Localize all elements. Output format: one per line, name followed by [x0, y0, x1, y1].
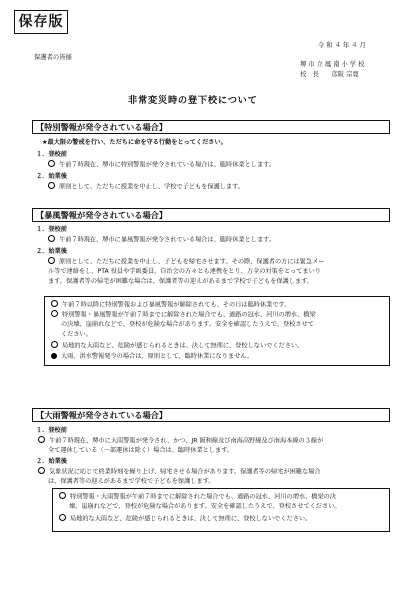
- circle-bullet-icon: [48, 182, 55, 189]
- special-after-label: ２．始業後: [36, 173, 67, 180]
- storm-after-label: ２．始業後: [36, 248, 67, 255]
- circle-bullet-icon: [51, 341, 58, 348]
- rain-after-line: 気象状況に応じて終業時刻を繰り上げ、帰宅させる場合があります。保護者等の帰宅が困難な場合: [38, 467, 321, 477]
- circle-bullet-icon: [51, 300, 58, 307]
- special-note: ★最大限の警戒を行い、ただちに命を守る行動をとってください。: [42, 139, 227, 146]
- circle-bullet-icon: [51, 310, 58, 317]
- rain-before-label: １．登校前: [36, 427, 67, 434]
- circle-bullet-icon: [48, 235, 55, 242]
- circle-bullet-icon: [38, 467, 45, 474]
- special-before-text: 午前７時現在、堺市に特別警報が発令されている場合は、臨時休業とします。: [59, 161, 276, 169]
- special-before-label: １．登校前: [36, 151, 67, 158]
- page-title: 非常変災時の登下校について: [128, 95, 258, 106]
- archive-stamp: 保存版: [14, 10, 68, 34]
- storm-note: 大雨、洪水警報発令の場合は、原則として、臨時休業になりません。: [51, 352, 253, 361]
- rain-after-line: は、保護者等の迎えがあるまで学校で子どもを保護します。: [48, 478, 215, 485]
- circle-bullet-icon: [48, 160, 55, 167]
- storm-after-line: 原則として、ただちに授業を中止し、子どもを帰宅させます。その際、保護者の方には緊急メー: [48, 257, 324, 267]
- storm-before-text: 午前７時現在、堺市に暴風警報が発令されている場合は、臨時休業とします。: [59, 236, 276, 244]
- circle-bullet-icon: [59, 514, 66, 521]
- special-after-item: [48, 182, 244, 192]
- principal-name: 校 長 彦阪 宗寛: [300, 71, 359, 78]
- rain-after-label: ２．始業後: [36, 458, 67, 465]
- rain-note-cont: 壊、崖崩れなどで、登校が危険な場合があります。安全を確認したうえで、登校させてください。: [69, 503, 341, 510]
- storm-note: 特別警報・暴風警報が午前７時までに解除された場合でも、道路の冠水、河川の増水、橋梁: [51, 310, 316, 320]
- school-name: 堺 市 立 鳳 南 小 学 校: [300, 61, 365, 68]
- storm-after-line: ます。保護者等の帰宅が困難な場合は、保護者等の迎えがあるまで学校で子どもを保護します。: [48, 278, 314, 285]
- storm-notes-box: [44, 296, 390, 366]
- storm-before-item: [48, 235, 275, 245]
- circle-bullet-icon: [59, 492, 66, 499]
- section-heading-storm: 【暴風警報が発令されている場合】: [32, 208, 390, 222]
- rain-notes-box: [52, 488, 390, 532]
- storm-note-cont: の決壊、崖崩れなどで、登校が危険な場合があります。安全を確認したうえで、登校させて: [61, 321, 314, 328]
- storm-note: 局地的な大雨など、危険が感じられるときは、決して無理に、登校しないでください。: [51, 341, 303, 351]
- storm-after-line: ル等で連絡をし、PTA 役員や学級委員、自治会の方々とも連携をとり、万全の対策をとってまいり: [48, 268, 321, 275]
- special-after-text: 原則として、ただちに授業を中止し、学校で子どもを保護します。: [59, 183, 245, 191]
- section-heading-special: 【特別警報が発令されている場合】: [32, 120, 390, 134]
- issue-date: 令 和 ４ 年 ４ 月: [318, 42, 366, 49]
- filled-bullet-icon: [51, 353, 57, 359]
- rain-note: 局地的な大雨など、危険が感じられるときは、決して無理に、登校しないでください。: [59, 514, 311, 524]
- rain-note: 特別警報・大雨警報が午前７時までに解除された場合でも、道路の冠水、河川の増水、橋梁の決: [59, 492, 336, 502]
- storm-before-label: １．登校前: [36, 226, 67, 233]
- storm-note-cont: ください。: [61, 331, 92, 338]
- circle-bullet-icon: [48, 257, 55, 264]
- circle-bullet-icon: [38, 436, 45, 443]
- rain-before-line: 午前７時現在、堺市に大雨警報が発令され、かつ、JR 阪和線及び南海高野線及び南海本線の３線が: [38, 436, 323, 446]
- rain-before-line: 全て運休している（一部運休は除く）場合は、臨時休業とします。: [48, 447, 234, 454]
- section-heading-rain: 【大雨警報が発令されている場合】: [32, 408, 390, 422]
- addressee: 保護者の皆様: [34, 54, 72, 61]
- special-before-item: [48, 160, 275, 170]
- storm-note: 午前７時以降に特別警報および暴風警報が解除されても、その日は臨時休業です。: [51, 300, 290, 310]
